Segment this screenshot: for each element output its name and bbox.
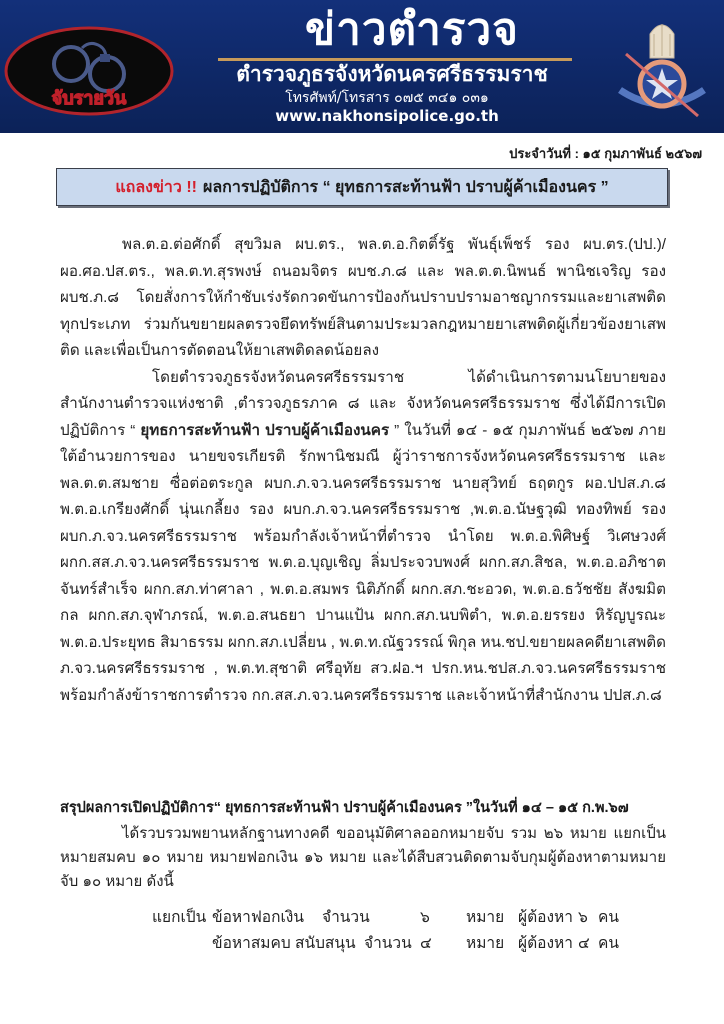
breakdown-unit: หมาย: [466, 935, 505, 952]
news-banner: [0, 0, 724, 133]
summary-body: [60, 822, 666, 894]
document-body: [60, 232, 666, 709]
breakdown-suspects-unit: คน: [598, 935, 619, 952]
breakdown-count: ๖: [420, 909, 430, 926]
breakdown-suspects-unit: คน: [598, 909, 619, 926]
banner-title: ข่าวตำรวจ: [305, 4, 519, 55]
breakdown-count-label: จำนวน: [364, 935, 412, 952]
breakdown-unit: หมาย: [466, 909, 505, 926]
banner-url: www.nakhonsipolice.go.th: [275, 107, 499, 125]
breakdown-suspects-label: ผู้ต้องหา: [518, 935, 573, 952]
breakdown-count-label: จำนวน: [322, 909, 370, 926]
police-emblem-icon: [612, 14, 712, 120]
breakdown-suspects: ๔: [578, 935, 590, 952]
headline-alert: แถลงข่าว !!: [115, 178, 197, 196]
breakdown-suspects-label: ผู้ต้องหา: [518, 909, 573, 926]
paragraph-operation-rest: ” ในวันที่ ๑๔ - ๑๕ กุมภาพันธ์ ๒๕๖๗ ภายใต้อำนวยการของ นายขจรเกียรติ รักพานิชมณี ผู้ว่าราชการจังหวัดนครศรีธรรมราช และ พล.ต.ต.สมชาย ซื่อต่อตระกูล ผบก.ภ.จว.นครศรีธรรมราช นายสุวิทย์ ธฤตกูร ผอ.ปปส.ภ.๘ พ.ต.อ.เกรียงศักดิ์ นุ่นเกลี้ยง รอง ผบก.ภ.จว.นครศรีธรรมราช ,พ.ต.อ.นัษฐวุฒิ ทองทิพย์ รอง ผบก.ภ.จว.นครศรีธรรมราช พร้อมกำลังเจ้าหน้าที่ตำรวจ นำโดย พ.ต.อ.พิศิษฐ์ วิเศษวงศ์ ผกก.สส.ภ.จว.นครศรีธรรมราช พ.ต.อ.บุญเชิญ ลิ่มประจวบพงศ์ ผกก.สภ.สิชล, พ.ต.อ.อภิชาต จันทร์สำเร็จ ผกก.สภ.ท่าศาลา , พ.ต.อ.สมพร นิติภักดิ์ ผกก.สภ.ชะอวด, พ.ต.อ.ธวัชชัย สังฆมิตกล ผกก.สภ.จุฬาภรณ์, พ.ต.อ.สนธยา ปานแป้น ผกก.สภ.นบพิตำ, พ.ต.อ.ยรรยง หิรัญบูรณะ พ.ต.อ.ประยุทธ สิมาธรรม ผกก.สภ.เปลี่ยน , พ.ต.ท.ณัฐวรรณ์ พิกุล หน.ชป.ขยายผลคดียาเสพติด ภ.จว.นครศรีธรรมราช , พ.ต.ท.สุชาติ ศรีอุทัย สว.ฝอ.ฯ ปรก.หน.ชปส.ภ.จว.นครศรีธรรมราช พร้อมกำลังข้าราชการตำรวจ กก.สส.ภ.จว.นครศรีธรรมราช และเจ้าหน้าที่สำนักงาน ปปส.ภ.๘: [60, 421, 666, 704]
breakdown-charge: ข้อหาฟอกเงิน: [212, 909, 304, 926]
operation-name: ยุทธการสะท้านฟ้า ปราบผู้ค้าเมืองนคร: [140, 421, 390, 439]
breakdown-row: [0, 930, 724, 954]
paragraph-operation-lead: โดยตำรวจภูธรจังหวัดนครศรีธรรมราช ได้ดำเนินการตามนโยบายของสำนักงานตำรวจแห่งชาติ ,ตำรวจภูธรภาค ๘ และ จังหวัดนครศรีธรรมราช ซึ่งได้มีการเปิดปฏิบัติการ “: [60, 368, 666, 439]
breakdown-charge: ข้อหาสมคบ สนับสนุน: [212, 935, 356, 952]
breakdown-row: [0, 904, 724, 928]
left-logo-caption: จับรายวัน: [51, 88, 127, 109]
breakdown-prefix: แยกเป็น: [152, 909, 207, 926]
summary-text: ได้รวบรวมพยานหลักฐานทางคดี ขออนุมัติศาลออกหมายจับ รวม ๒๖ หมาย แยกเป็น หมายสมคบ ๑๐ หมาย หมายฟอกเงิน ๑๖ หมาย และได้สืบสวนติดตามจับกุมผู้ต้องหาตามหมายจับ ๑๐ หมาย ดังนี้: [60, 825, 666, 890]
paragraph-intro: พล.ต.อ.ต่อศักดิ์ สุขวิมล ผบ.ตร., พล.ต.อ.กิตติ์รัฐ พันธุ์เพ็ชร์ รอง ผบ.ตร.(ปป.)/ผอ.ศอ.ปส.ตร., พล.ต.ท.สุรพงษ์ ถนอมจิตร ผบช.ภ.๘ และ พล.ต.ต.นิพนธ์ พานิชเจริญ รอง ผบช.ภ.๘ โดยสั่งการให้กำชับเร่งรัดกวดขันการป้องกันปราบปรามอาชญากรรมและยาเสพติดทุกประเภท ร่วมกันขยายผลตรวจยึดทรัพย์สินตามประมวลกฎหมายยาเสพติดผู้เกี่ยวข้องยาเสพติด และเพื่อเป็นการตัดตอนให้ยาเสพติดลดน้อยลง: [60, 236, 666, 359]
handcuffs-icon: [4, 26, 174, 116]
banner-subtitle: ตำรวจภูธรจังหวัดนครศรีธรรมราช: [236, 62, 548, 86]
breakdown-count: ๔: [420, 935, 432, 952]
issue-date: ประจำวันที่ : ๑๕ กุมภาพันธ์ ๒๕๖๗: [509, 146, 702, 161]
banner-phone: โทรศัพท์/โทรสาร ๐๗๕ ๓๔๑ ๐๓๑: [285, 90, 489, 106]
headline-text: ผลการปฏิบัติการ “ ยุทธการสะท้านฟ้า ปราบผู้ค้าเมืองนคร ”: [202, 178, 609, 196]
paragraph-operation: [60, 365, 666, 710]
summary-heading: สรุปผลการเปิดปฏิบัติการ“ ยุทธการสะท้านฟ้า ปราบผู้ค้าเมืองนคร ”ในวันที่ ๑๔ – ๑๕ ก.พ.๖๗: [60, 800, 629, 816]
headline-box: [56, 168, 668, 206]
breakdown-suspects: ๖: [578, 909, 588, 926]
